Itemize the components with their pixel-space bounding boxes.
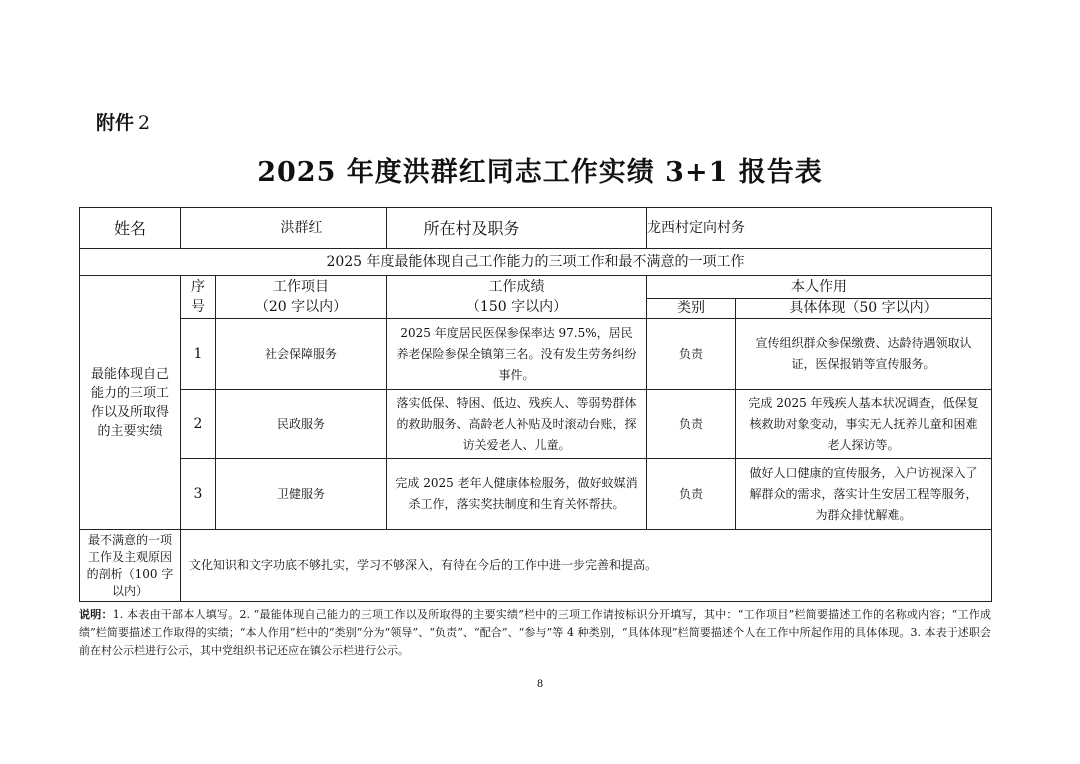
- header-category: 类别: [647, 299, 736, 319]
- header-role: 本人作用: [647, 276, 992, 299]
- row-result: 落实低保、特困、低边、残疾人、等弱势群体的救助服务、高龄老人补贴及时滚动台账，探访关爱老人、儿童。: [387, 390, 647, 459]
- attachment-number: 2: [138, 112, 151, 134]
- worst-work-label: 最不满意的一项工作及主观原因的剖析（100 字以内）: [80, 530, 181, 602]
- row-project: 社会保障服务: [216, 319, 387, 390]
- row-category: 负责: [647, 459, 736, 530]
- row-result: 完成 2025 老年人健康体检服务，做好蚊媒消杀工作，落实奖扶制度和生育关怀帮扶。: [387, 459, 647, 530]
- position-label: 所在村及职务: [387, 208, 647, 249]
- worst-work-row: [80, 530, 992, 602]
- row-detail: 完成 2025 年残疾人基本状况调查，低保复核救助对象变动，事实无人抚养儿童和困难老人探访等。: [736, 390, 992, 459]
- header-detail: 具体体现（50 字以内）: [736, 299, 992, 319]
- section-title-row: [80, 249, 992, 276]
- name-label: 姓名: [80, 208, 181, 249]
- header-project-title: 工作项目: [273, 279, 329, 295]
- position-value: 龙西村定向村务: [647, 208, 992, 249]
- row-detail: 宣传组织群众参保缴费、达龄待遇领取认证，医保报销等宣传服务。: [736, 319, 992, 390]
- row-result: 2025 年度居民医保参保率达 97.5%，居民养老保险参保全镇第三名。没有发生劳务纠纷事件。: [387, 319, 647, 390]
- page-number: 8: [536, 679, 544, 690]
- info-row: [80, 208, 992, 249]
- table-row: [80, 459, 992, 530]
- row-category: 负责: [647, 319, 736, 390]
- header-row-1: [80, 276, 992, 299]
- header-result: [387, 276, 647, 319]
- row-project: 卫健服务: [216, 459, 387, 530]
- header-seq: 序号: [181, 276, 216, 319]
- header-project-limit: （20 字以内）: [254, 299, 348, 315]
- table-row: [80, 319, 992, 390]
- best-works-label: 最能体现自己能力的三项工作以及所取得的主要实绩: [80, 276, 181, 530]
- page-title: 2025 年度洪群红同志工作实绩 3+1 报告表: [257, 157, 823, 188]
- footnote-label: 说明：: [79, 608, 113, 621]
- attachment-label: [96, 108, 150, 135]
- row-detail: 做好人口健康的宣传服务，入户访视深入了解群众的需求，落实计生安居工程等服务，为群众排忧解难。: [736, 459, 992, 530]
- attachment-text: 附件: [96, 112, 135, 134]
- row-project: 民政服务: [216, 390, 387, 459]
- row-seq: 3: [181, 459, 216, 530]
- header-result-title: 工作成绩: [488, 279, 545, 295]
- header-project: [216, 276, 387, 319]
- row-seq: 2: [181, 390, 216, 459]
- header-result-limit: （150 字以内）: [465, 299, 568, 315]
- row-category: 负责: [647, 390, 736, 459]
- footnote-text: 1. 本表由干部本人填写。2. “最能体现自己能力的三项工作以及所取得的主要实绩”栏中的三项工作请按标识分开填写，其中：“工作项目”栏简要描述工作的名称或内容；“工作成绩”栏简要描述工作取得的实绩；“本人作用”栏中的“类别”分为“领导”、“负责”、“配合”、“参与”等 4 种类别，“具体体现”栏简要描述个人在工作中所起作用的具体体现。3. 本表于述职会前在村公示栏进行公示，其中党组织书记还应在镇公示栏进行公示。: [79, 608, 991, 657]
- name-value: 洪群红: [181, 208, 387, 249]
- report-table: [79, 207, 992, 602]
- table-row: [80, 390, 992, 459]
- worst-work-content: 文化知识和文字功底不够扎实，学习不够深入，有待在今后的工作中进一步完善和提高。: [181, 530, 992, 602]
- footnote: [79, 606, 991, 660]
- section-title: 2025 年度最能体现自己工作能力的三项工作和最不满意的一项工作: [80, 249, 992, 276]
- row-seq: 1: [181, 319, 216, 390]
